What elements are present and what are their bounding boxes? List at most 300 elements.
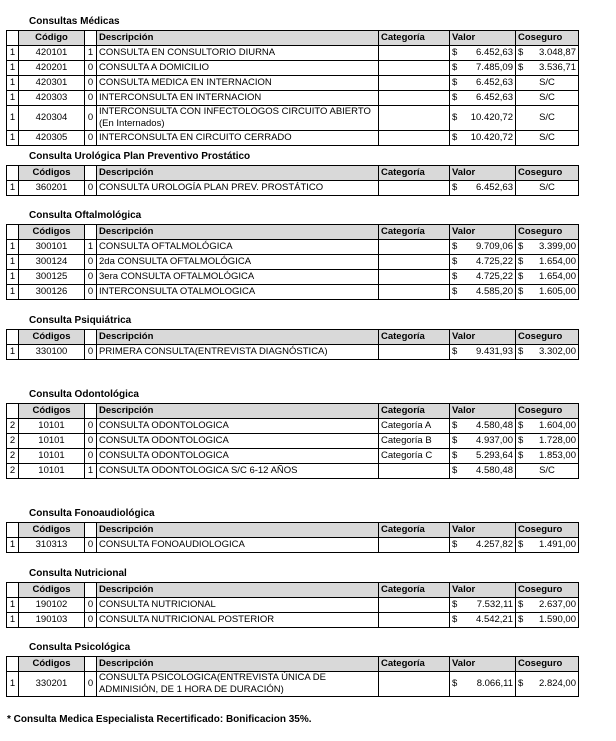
currency-symbol: $ <box>518 420 524 431</box>
row-flag: 1 <box>7 61 19 76</box>
row-description: CONSULTA EN CONSULTORIO DIURNA <box>97 46 379 61</box>
row-value <box>450 538 516 553</box>
header-blank <box>7 583 19 598</box>
row-value <box>450 131 516 146</box>
header-blank <box>7 166 19 181</box>
currency-symbol: $ <box>452 678 458 689</box>
header-category: Categoría <box>379 657 450 672</box>
section-title: Consulta Fonoaudiológica <box>29 508 155 519</box>
table-row <box>7 345 579 360</box>
header-code: Códigos <box>19 166 85 181</box>
row-value <box>450 449 516 464</box>
header-blank <box>7 523 19 538</box>
row-value <box>450 181 516 196</box>
header-value: Valor <box>450 330 516 345</box>
copay-amount: S/C <box>539 92 555 103</box>
row-value <box>450 106 516 131</box>
copay-amount: 3.399,00 <box>539 241 576 252</box>
currency-symbol: $ <box>518 47 524 58</box>
price-table <box>6 403 579 479</box>
header-description: Descripción <box>97 523 379 538</box>
value-amount: 9.709,06 <box>476 241 513 252</box>
copay-amount: 2.637,00 <box>539 599 576 610</box>
price-table <box>6 165 579 196</box>
row-flag: 1 <box>7 538 19 553</box>
row-value <box>450 270 516 285</box>
table-row <box>7 672 579 697</box>
header-blank <box>85 330 97 345</box>
row-category <box>379 285 450 300</box>
header-blank <box>7 330 19 345</box>
currency-symbol: $ <box>452 420 458 431</box>
row-category: Categoría B <box>379 434 450 449</box>
row-indicator: 1 <box>85 464 97 479</box>
price-table <box>6 522 579 553</box>
row-indicator: 0 <box>85 672 97 697</box>
row-flag: 1 <box>7 270 19 285</box>
row-code: 420101 <box>19 46 85 61</box>
header-category: Categoría <box>379 330 450 345</box>
row-code: 300125 <box>19 270 85 285</box>
currency-symbol: $ <box>518 286 524 297</box>
header-value: Valor <box>450 225 516 240</box>
row-indicator: 0 <box>85 345 97 360</box>
copay-amount: 1.605,00 <box>539 286 576 297</box>
row-code: 420303 <box>19 91 85 106</box>
row-code: 10101 <box>19 449 85 464</box>
header-description: Descripción <box>97 330 379 345</box>
header-copay: Coseguro <box>516 523 579 538</box>
header-category: Categoría <box>379 523 450 538</box>
row-copay <box>516 538 579 553</box>
value-amount: 6.452,63 <box>476 182 513 193</box>
price-table <box>6 224 579 300</box>
copay-amount: 1.654,00 <box>539 271 576 282</box>
currency-symbol: $ <box>452 599 458 610</box>
value-amount: 4.725,22 <box>476 271 513 282</box>
value-amount: 4.542,21 <box>476 614 513 625</box>
row-copay <box>516 91 579 106</box>
row-description: 3era CONSULTA OFTALMOLÓGICA <box>97 270 379 285</box>
header-category: Categoría <box>379 31 450 46</box>
row-code: 190103 <box>19 613 85 628</box>
currency-symbol: $ <box>452 614 458 625</box>
table-row <box>7 255 579 270</box>
table-header-row <box>7 31 579 46</box>
header-code: Códigos <box>19 225 85 240</box>
row-copay <box>516 181 579 196</box>
value-amount: 4.580,48 <box>476 420 513 431</box>
value-amount: 5.293,64 <box>476 450 513 461</box>
copay-amount: 1.728,00 <box>539 435 576 446</box>
currency-symbol: $ <box>518 271 524 282</box>
header-category: Categoría <box>379 583 450 598</box>
table-row <box>7 464 579 479</box>
row-flag: 1 <box>7 106 19 131</box>
row-description: CONSULTA NUTRICIONAL POSTERIOR <box>97 613 379 628</box>
row-indicator: 0 <box>85 598 97 613</box>
row-value <box>450 240 516 255</box>
table-row <box>7 181 579 196</box>
table-row <box>7 598 579 613</box>
table-row <box>7 419 579 434</box>
row-flag: 2 <box>7 449 19 464</box>
row-value <box>450 434 516 449</box>
value-amount: 4.585,20 <box>476 286 513 297</box>
header-value: Valor <box>450 657 516 672</box>
row-indicator: 0 <box>85 91 97 106</box>
table-row <box>7 46 579 61</box>
row-category <box>379 76 450 91</box>
row-copay <box>516 46 579 61</box>
row-indicator: 0 <box>85 270 97 285</box>
table-row <box>7 434 579 449</box>
row-description: PRIMERA CONSULTA(ENTREVISTA DIAGNÓSTICA) <box>97 345 379 360</box>
row-indicator: 0 <box>85 419 97 434</box>
header-category: Categoría <box>379 404 450 419</box>
row-description: CONSULTA FONOAUDIOLOGICA <box>97 538 379 553</box>
section-title: Consulta Oftalmológica <box>29 210 142 221</box>
row-code: 330100 <box>19 345 85 360</box>
currency-symbol: $ <box>452 286 458 297</box>
row-category <box>379 672 450 697</box>
currency-symbol: $ <box>452 77 458 88</box>
currency-symbol: $ <box>452 450 458 461</box>
header-code: Códigos <box>19 583 85 598</box>
row-flag: 1 <box>7 285 19 300</box>
currency-symbol: $ <box>452 465 458 476</box>
row-code: 300124 <box>19 255 85 270</box>
table-row <box>7 613 579 628</box>
row-category: Categoría C <box>379 449 450 464</box>
header-code: Código <box>19 31 85 46</box>
row-category <box>379 240 450 255</box>
row-description: CONSULTA NUTRICIONAL <box>97 598 379 613</box>
value-amount: 6.452,63 <box>476 47 513 58</box>
header-value: Valor <box>450 31 516 46</box>
copay-amount: S/C <box>539 77 555 88</box>
price-table <box>6 656 579 697</box>
row-category <box>379 345 450 360</box>
row-copay <box>516 345 579 360</box>
row-indicator: 0 <box>85 449 97 464</box>
table-row <box>7 285 579 300</box>
header-blank <box>85 225 97 240</box>
row-code: 360201 <box>19 181 85 196</box>
row-flag: 1 <box>7 76 19 91</box>
row-category <box>379 46 450 61</box>
row-description: CONSULTA OFTALMOLÓGICA <box>97 240 379 255</box>
section-title: Consulta Odontológica <box>29 389 139 400</box>
row-code: 420304 <box>19 106 85 131</box>
currency-symbol: $ <box>452 435 458 446</box>
currency-symbol: $ <box>518 539 524 550</box>
header-blank <box>85 523 97 538</box>
row-code: 10101 <box>19 434 85 449</box>
row-value <box>450 46 516 61</box>
row-category <box>379 106 450 131</box>
value-amount: 4.580,48 <box>476 465 513 476</box>
currency-symbol: $ <box>452 256 458 267</box>
row-copay <box>516 270 579 285</box>
currency-symbol: $ <box>518 435 524 446</box>
row-flag: 1 <box>7 598 19 613</box>
value-amount: 10.420,72 <box>470 132 513 143</box>
copay-amount: 2.824,00 <box>539 678 576 689</box>
row-description: CONSULTA ODONTOLOGICA <box>97 419 379 434</box>
row-code: 10101 <box>19 464 85 479</box>
row-value <box>450 61 516 76</box>
header-copay: Coseguro <box>516 31 579 46</box>
row-value <box>450 672 516 697</box>
row-category <box>379 613 450 628</box>
row-flag: 1 <box>7 181 19 196</box>
row-category <box>379 131 450 146</box>
header-code: Códigos <box>19 657 85 672</box>
row-description: CONSULTA ODONTOLOGICA <box>97 434 379 449</box>
value-amount: 4.937,00 <box>476 435 513 446</box>
row-indicator: 0 <box>85 285 97 300</box>
value-amount: 4.725,22 <box>476 256 513 267</box>
currency-symbol: $ <box>452 92 458 103</box>
row-indicator: 0 <box>85 76 97 91</box>
section-title: Consulta Nutricional <box>29 568 127 579</box>
copay-amount: S/C <box>539 465 555 476</box>
row-category <box>379 91 450 106</box>
copay-amount: 3.536,71 <box>539 62 576 73</box>
row-code: 190102 <box>19 598 85 613</box>
copay-amount: S/C <box>539 132 555 143</box>
header-blank <box>7 404 19 419</box>
row-category: Categoría A <box>379 419 450 434</box>
row-flag: 2 <box>7 464 19 479</box>
header-description: Descripción <box>97 657 379 672</box>
currency-symbol: $ <box>518 346 524 357</box>
row-flag: 1 <box>7 91 19 106</box>
currency-symbol: $ <box>452 271 458 282</box>
row-category <box>379 464 450 479</box>
header-blank <box>7 225 19 240</box>
value-amount: 7.532,11 <box>476 599 513 610</box>
row-category <box>379 598 450 613</box>
section-title: Consulta Psiquiátrica <box>29 315 132 326</box>
row-description: CONSULTA ODONTOLOGICA S/C 6-12 AÑOS <box>97 464 379 479</box>
row-indicator: 1 <box>85 46 97 61</box>
header-blank <box>85 31 97 46</box>
row-value <box>450 613 516 628</box>
value-amount: 6.452,63 <box>476 92 513 103</box>
row-value <box>450 419 516 434</box>
row-category <box>379 270 450 285</box>
row-copay <box>516 61 579 76</box>
price-table <box>6 30 579 146</box>
row-code: 10101 <box>19 419 85 434</box>
currency-symbol: $ <box>452 346 458 357</box>
row-indicator: 0 <box>85 538 97 553</box>
row-category <box>379 61 450 76</box>
header-copay: Coseguro <box>516 166 579 181</box>
currency-symbol: $ <box>518 62 524 73</box>
row-copay <box>516 672 579 697</box>
row-description: CONSULTA MEDICA EN INTERNACION <box>97 76 379 91</box>
currency-symbol: $ <box>452 62 458 73</box>
table-header-row <box>7 225 579 240</box>
currency-symbol: $ <box>518 450 524 461</box>
header-copay: Coseguro <box>516 225 579 240</box>
row-value <box>450 76 516 91</box>
row-description: INTERCONSULTA EN CIRCUITO CERRADO <box>97 131 379 146</box>
row-copay <box>516 419 579 434</box>
row-copay <box>516 240 579 255</box>
section-title: Consultas Médicas <box>29 16 120 27</box>
header-value: Valor <box>450 523 516 538</box>
row-copay <box>516 131 579 146</box>
header-copay: Coseguro <box>516 583 579 598</box>
price-table <box>6 329 579 360</box>
header-copay: Coseguro <box>516 657 579 672</box>
currency-symbol: $ <box>518 678 524 689</box>
table-row <box>7 76 579 91</box>
header-blank <box>7 657 19 672</box>
row-code: 300126 <box>19 285 85 300</box>
table-row <box>7 91 579 106</box>
row-value <box>450 464 516 479</box>
row-value <box>450 91 516 106</box>
currency-symbol: $ <box>452 241 458 252</box>
row-code: 300101 <box>19 240 85 255</box>
row-category <box>379 255 450 270</box>
row-copay <box>516 255 579 270</box>
row-description: CONSULTA PSICOLOGICA(ENTREVISTA ÚNICA DE ADMINISIÓN, DE 1 HORA DE DURACIÓN) <box>97 672 379 697</box>
header-value: Valor <box>450 166 516 181</box>
row-copay <box>516 106 579 131</box>
currency-symbol: $ <box>518 614 524 625</box>
footnote: * Consulta Medica Especialista Recertificado: Bonificacion 35%. <box>7 714 312 725</box>
header-value: Valor <box>450 404 516 419</box>
currency-symbol: $ <box>452 182 458 193</box>
row-value <box>450 285 516 300</box>
row-description: CONSULTA ODONTOLOGICA <box>97 449 379 464</box>
header-value: Valor <box>450 583 516 598</box>
header-blank <box>85 657 97 672</box>
row-indicator: 0 <box>85 61 97 76</box>
row-flag: 1 <box>7 131 19 146</box>
copay-amount: S/C <box>539 112 555 123</box>
row-flag: 1 <box>7 46 19 61</box>
row-flag: 1 <box>7 255 19 270</box>
header-description: Descripción <box>97 31 379 46</box>
value-amount: 4.257,82 <box>476 539 513 550</box>
row-copay <box>516 613 579 628</box>
price-table <box>6 582 579 628</box>
header-blank <box>85 404 97 419</box>
header-blank <box>85 583 97 598</box>
row-flag: 1 <box>7 345 19 360</box>
row-indicator: 0 <box>85 434 97 449</box>
row-flag: 1 <box>7 240 19 255</box>
value-amount: 8.066,11 <box>476 678 513 689</box>
header-blank <box>85 166 97 181</box>
row-description: INTERCONSULTA CON INFECTOLOGOS CIRCUITO ABIERTO (En Internados) <box>97 106 379 131</box>
table-header-row <box>7 657 579 672</box>
copay-amount: 1.604,00 <box>539 420 576 431</box>
row-description: CONSULTA UROLOGÍA PLAN PREV. PROSTÁTICO <box>97 181 379 196</box>
header-code: Códigos <box>19 330 85 345</box>
table-row <box>7 449 579 464</box>
copay-amount: 1.491,00 <box>539 539 576 550</box>
header-description: Descripción <box>97 583 379 598</box>
currency-symbol: $ <box>452 112 458 123</box>
row-indicator: 0 <box>85 255 97 270</box>
table-header-row <box>7 404 579 419</box>
row-value <box>450 598 516 613</box>
row-code: 420305 <box>19 131 85 146</box>
row-flag: 2 <box>7 434 19 449</box>
row-description: CONSULTA A DOMICILIO <box>97 61 379 76</box>
copay-amount: S/C <box>539 182 555 193</box>
header-copay: Coseguro <box>516 330 579 345</box>
row-code: 420201 <box>19 61 85 76</box>
table-row <box>7 106 579 131</box>
table-header-row <box>7 330 579 345</box>
table-header-row <box>7 523 579 538</box>
header-blank <box>7 31 19 46</box>
table-row <box>7 240 579 255</box>
currency-symbol: $ <box>518 599 524 610</box>
value-amount: 9.431,93 <box>476 346 513 357</box>
copay-amount: 1.654,00 <box>539 256 576 267</box>
row-value <box>450 255 516 270</box>
row-description: INTERCONSULTA EN INTERNACION <box>97 91 379 106</box>
row-indicator: 1 <box>85 240 97 255</box>
row-category <box>379 181 450 196</box>
value-amount: 10.420,72 <box>470 112 513 123</box>
row-copay <box>516 464 579 479</box>
currency-symbol: $ <box>452 132 458 143</box>
row-copay <box>516 434 579 449</box>
header-category: Categoría <box>379 225 450 240</box>
header-description: Descripción <box>97 225 379 240</box>
row-copay <box>516 285 579 300</box>
value-amount: 7.485,09 <box>476 62 513 73</box>
row-flag: 1 <box>7 672 19 697</box>
header-category: Categoría <box>379 166 450 181</box>
header-description: Descripción <box>97 404 379 419</box>
currency-symbol: $ <box>452 47 458 58</box>
currency-symbol: $ <box>518 256 524 267</box>
row-code: 310313 <box>19 538 85 553</box>
row-description: INTERCONSULTA OTALMOLOGICA <box>97 285 379 300</box>
copay-amount: 1.853,00 <box>539 450 576 461</box>
row-indicator: 0 <box>85 131 97 146</box>
header-code: Códigos <box>19 404 85 419</box>
row-code: 330201 <box>19 672 85 697</box>
section-title: Consulta Psicológica <box>29 642 131 653</box>
header-code: Códigos <box>19 523 85 538</box>
row-indicator: 0 <box>85 181 97 196</box>
table-row <box>7 61 579 76</box>
row-copay <box>516 449 579 464</box>
header-copay: Coseguro <box>516 404 579 419</box>
section-title: Consulta Urológica Plan Preventivo Prostático <box>29 151 251 162</box>
row-description: 2da CONSULTA OFTALMOLÓGICA <box>97 255 379 270</box>
row-indicator: 0 <box>85 106 97 131</box>
table-header-row <box>7 583 579 598</box>
row-category <box>379 538 450 553</box>
header-description: Descripción <box>97 166 379 181</box>
row-indicator: 0 <box>85 613 97 628</box>
table-row <box>7 131 579 146</box>
